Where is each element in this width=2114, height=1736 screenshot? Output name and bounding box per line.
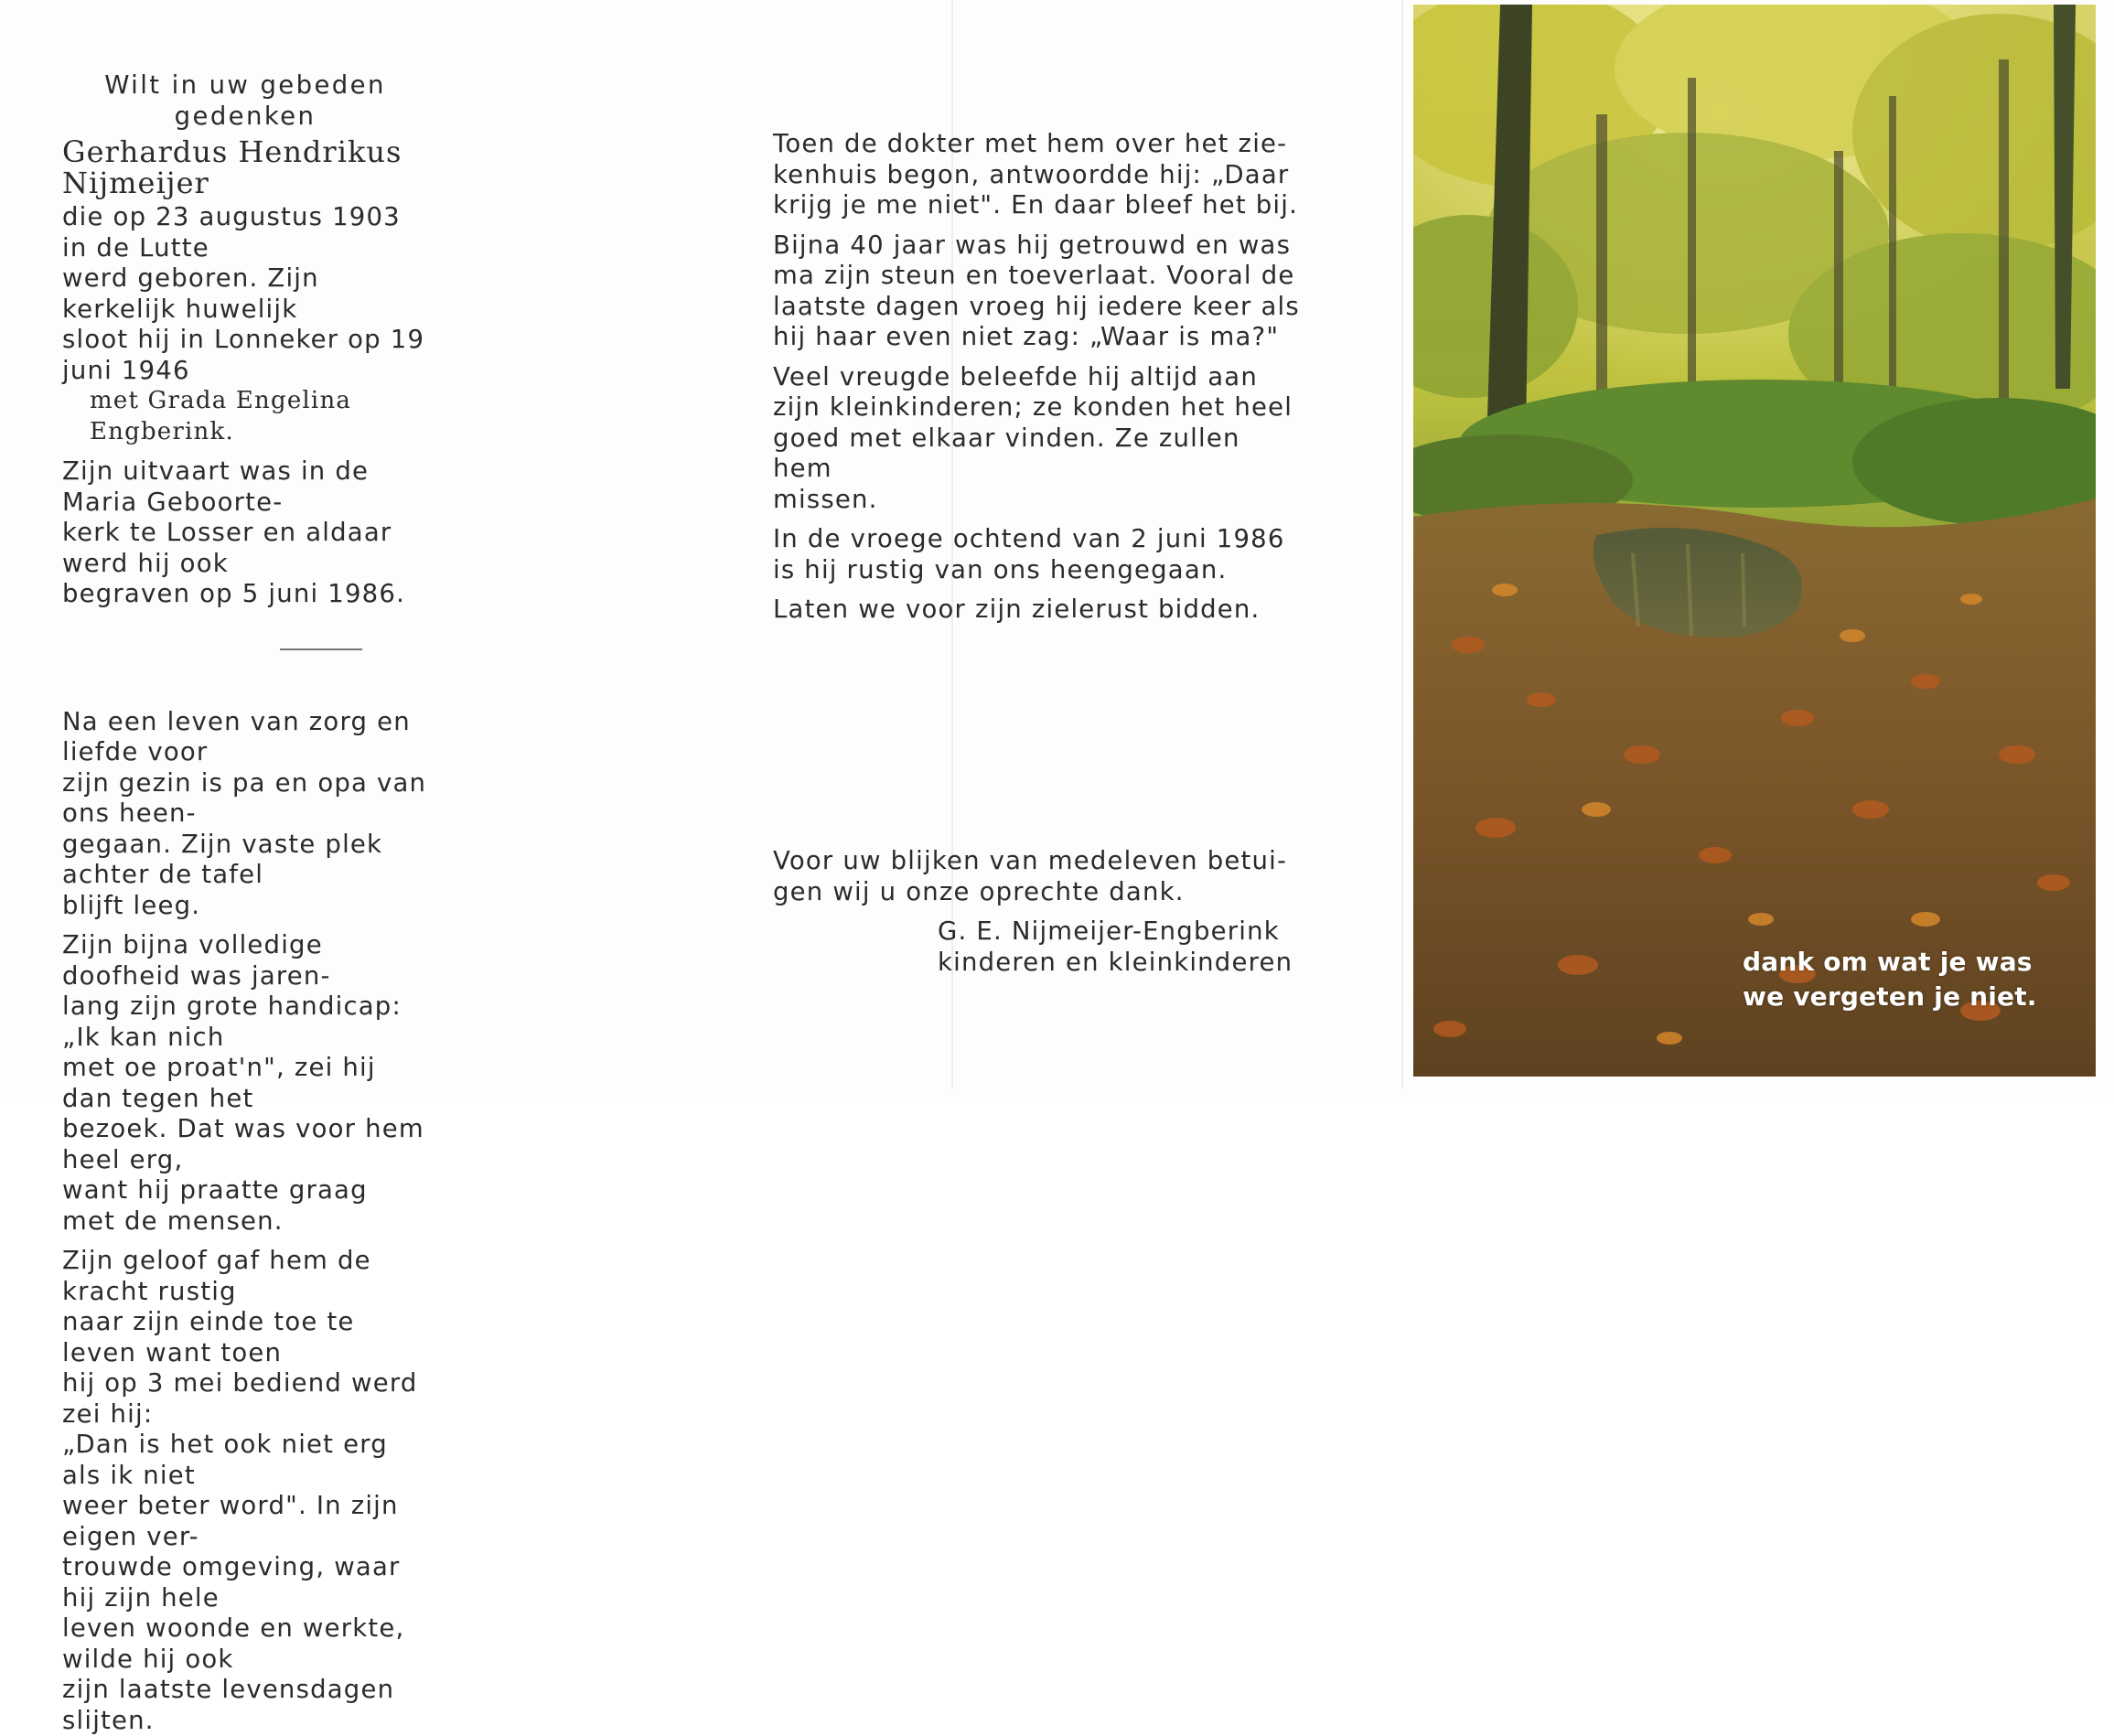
text-line: werd geboren. Zijn kerkelijk huwelijk xyxy=(62,263,319,324)
text-line: want hij praatte graag met de mensen. xyxy=(62,1175,368,1236)
photo-caption xyxy=(1743,945,2037,1014)
text-line: met oe proat'n", zei hij dan tegen het xyxy=(62,1053,376,1113)
text-line: begraven op 5 juni 1986. xyxy=(62,579,406,608)
text-line: bezoek. Dat was voor hem heel erg, xyxy=(62,1114,424,1174)
intro-line: Wilt in uw gebeden gedenken xyxy=(104,70,386,131)
text-line: Bijna 40 jaar was hij getrouwd en was xyxy=(773,230,1292,260)
life-paragraph-3 xyxy=(62,1246,428,1736)
funeral-paragraph xyxy=(62,456,428,610)
divider-line xyxy=(280,648,362,650)
prayer-paragraph xyxy=(773,595,1304,626)
text-line: blijft leeg. xyxy=(62,890,201,920)
spouse-line: met Grada Engelina Engberink. xyxy=(90,387,352,445)
text-line: laatste dagen vroeg hij iedere keer als xyxy=(773,291,1300,321)
text-line: hij op 3 mei bediend werd zei hij: xyxy=(62,1368,418,1429)
fold-line-right xyxy=(1401,0,1403,1088)
forest-illustration xyxy=(1413,5,2096,1077)
autumn-forest-photo xyxy=(1413,5,2096,1077)
text-line: kenhuis begon, antwoordde hij: „Daar xyxy=(773,159,1290,189)
text-line: weer beter word". In zijn eigen ver- xyxy=(62,1491,399,1551)
signature xyxy=(773,916,1304,978)
text-line: kerk te Losser en aldaar werd hij ook xyxy=(62,518,392,578)
thanks-block xyxy=(773,846,1304,978)
text-line: zijn laatste levensdagen slijten. xyxy=(62,1675,395,1735)
text-line: hij haar even niet zag: „Waar is ma?" xyxy=(773,322,1280,351)
doctor-paragraph xyxy=(773,129,1304,221)
text-line: Zijn bijna volledige doofheid was jaren- xyxy=(62,930,331,991)
middle-column xyxy=(773,129,1304,626)
text-line: ma zijn steun en toeverlaat. Vooral de xyxy=(773,261,1295,290)
thanks-paragraph xyxy=(773,846,1304,907)
caption-line: we vergeten je niet. xyxy=(1743,981,2037,1012)
text-line: In de vroege ochtend van 2 juni 1986 xyxy=(773,524,1285,553)
text-line: gegaan. Zijn vaste plek achter de tafel xyxy=(62,829,383,889)
birth-paragraph xyxy=(62,202,428,386)
deceased-name: Gerhardus Hendrikus Nijmeijer xyxy=(62,134,402,200)
text-line: Zijn geloof gaf hem de kracht rustig xyxy=(62,1246,371,1306)
text-line: Laten we voor zijn zielerust bidden. xyxy=(773,595,1261,624)
text-line: naar zijn einde toe te leven want toen xyxy=(62,1307,355,1367)
text-line: Zijn uitvaart was in de Maria Geboorte- xyxy=(62,456,370,517)
text-line: lang zijn grote handicap: „Ik kan nich xyxy=(62,991,402,1052)
text-line: krijg je me niet". En daar bleef het bij. xyxy=(773,190,1299,220)
text-line: is hij rustig van ons heengegaan. xyxy=(773,554,1228,584)
text-line: zijn gezin is pa en opa van ons heen- xyxy=(62,767,427,828)
signature-family: kinderen en kleinkinderen xyxy=(938,947,1293,977)
text-line: sloot hij in Lonneker op 19 juni 1946 xyxy=(62,325,425,385)
text-line: Na een leven van zorg en liefde voor xyxy=(62,706,411,766)
life-paragraph-2 xyxy=(62,930,428,1237)
text-line: gen wij u onze oprechte dank. xyxy=(773,876,1185,906)
life-paragraph-1 xyxy=(62,707,428,922)
text-line: Toen de dokter met hem over het zie- xyxy=(773,129,1288,158)
passing-paragraph xyxy=(773,524,1304,585)
grandchildren-paragraph xyxy=(773,362,1304,516)
text-line: goed met elkaar vinden. Ze zullen hem xyxy=(773,423,1240,483)
marriage-paragraph xyxy=(773,230,1304,353)
text-line: missen. xyxy=(773,484,878,514)
text-line: die op 23 augustus 1903 in de Lutte xyxy=(62,202,401,263)
text-line: zijn kleinkinderen; ze konden het heel xyxy=(773,392,1293,422)
text-line: Veel vreugde beleefde hij altijd aan xyxy=(773,361,1258,391)
text-line: Voor uw blijken van medeleven betui- xyxy=(773,846,1288,875)
left-column xyxy=(62,70,428,1736)
caption-line: dank om wat je was xyxy=(1743,947,2033,977)
text-line: trouwde omgeving, waar hij zijn hele xyxy=(62,1552,401,1613)
text-line: leven woonde en werkte, wilde hij ook xyxy=(62,1613,405,1674)
signature-name: G. E. Nijmeijer-Engberink xyxy=(938,916,1280,946)
text-line: „Dan is het ook niet erg als ik niet xyxy=(62,1430,388,1490)
